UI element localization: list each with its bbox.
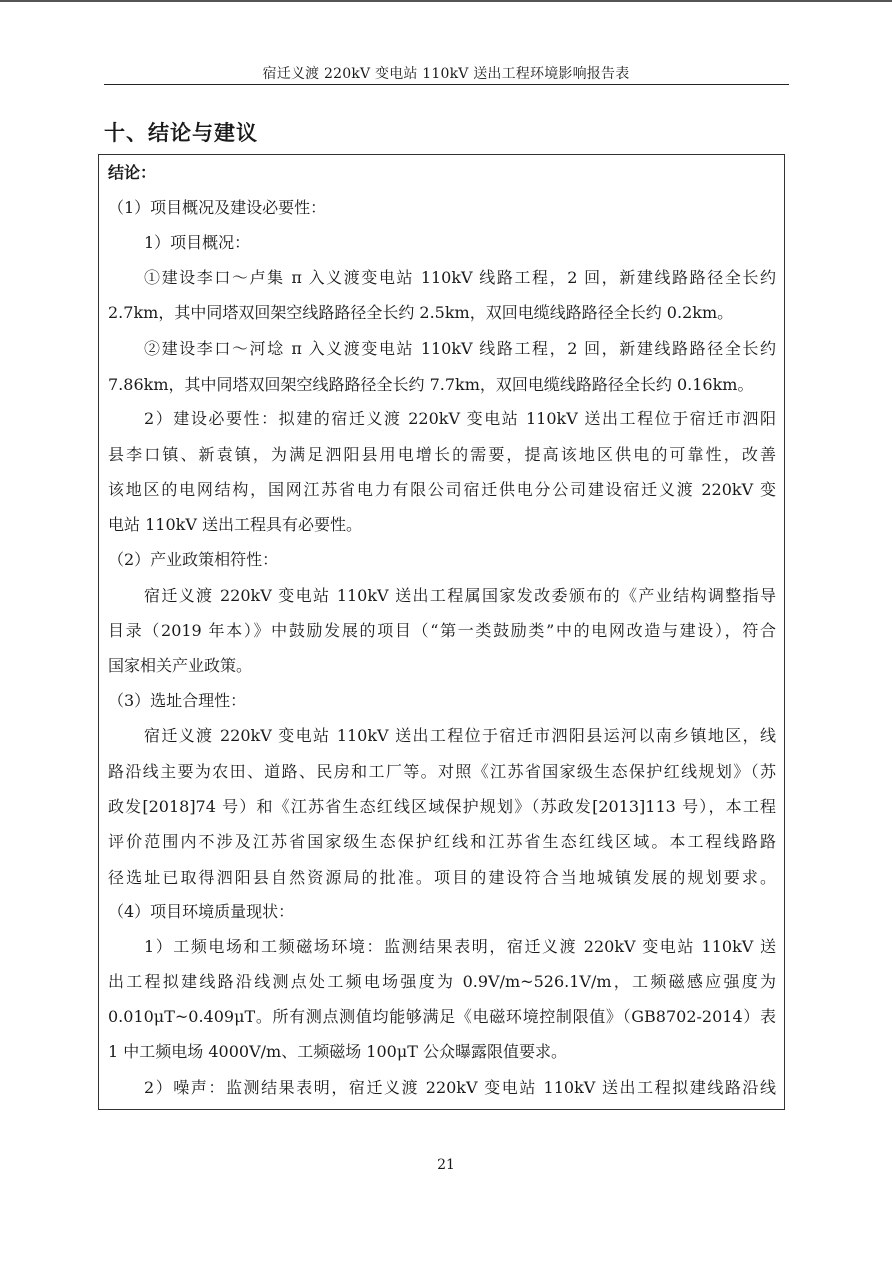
text-line: 结论：: [108, 163, 157, 182]
text-line: 径选址已取得泗阳县自然资源局的批准。项目的建设符合当地城镇发展的规划要求。: [108, 868, 776, 887]
text-line: 2）建设必要性：拟建的宿迁义渡 220kV 变电站 110kV 送出工程位于宿迁市泗阳: [144, 409, 776, 428]
text-line: 1）工频电场和工频磁场环境：监测结果表明，宿迁义渡 220kV 变电站 110kV 送: [144, 937, 776, 956]
text-line: 该地区的电网结构，国网江苏省电力有限公司宿迁供电分公司建设宿迁义渡 220kV 变: [108, 480, 776, 499]
text-line: 宿迁义渡 220kV 变电站 110kV 送出工程位于宿迁市泗阳县运河以南乡镇地区，线: [144, 726, 776, 745]
text-line: 2.7km，其中同塔双回架空线路路径全长约 2.5km，双回电缆线路路径全长约 0.2km。: [108, 303, 734, 322]
conclusion-box: [98, 154, 785, 1110]
text-line: 目录（2019 年本）》中鼓励发展的项目（“第一类鼓励类”中的电网改造与建设），符合: [108, 621, 776, 640]
running-header: 宿迁义渡 220kV 变电站 110kV 送出工程环境影响报告表: [262, 66, 630, 82]
text-line: 路沿线主要为农田、道路、民房和工厂等。对照《江苏省国家级生态保护红线规划》（苏: [108, 762, 776, 781]
text-line: 2）噪声：监测结果表明，宿迁义渡 220kV 变电站 110kV 送出工程拟建线路沿线: [144, 1078, 776, 1097]
text-line: ①建设李口～卢集 π 入义渡变电站 110kV 线路工程，2 回，新建线路路径全长约: [144, 268, 776, 287]
text-line: 宿迁义渡 220kV 变电站 110kV 送出工程属国家发改委颁布的《产业结构调整指导: [144, 586, 776, 605]
page-number: 21: [437, 1157, 455, 1173]
text-line: （4）项目环境质量现状：: [108, 902, 295, 921]
text-line: （2）产业政策相符性：: [108, 550, 279, 569]
text-line: 评价范围内不涉及江苏省国家级生态保护红线和江苏省生态红线区域。本工程线路路: [108, 832, 776, 851]
section-title: 十、结论与建议: [104, 121, 258, 145]
header-rule: [104, 84, 789, 85]
top-border-line: [0, 0, 892, 2]
text-line: 1）项目概况：: [144, 233, 251, 252]
text-line: 县李口镇、新袁镇，为满足泗阳县用电增长的需要，提高该地区供电的可靠性，改善: [108, 445, 776, 464]
text-line: 国家相关产业政策。: [108, 656, 253, 675]
text-line: 0.010μT~0.409μT。所有测点测值均能够满足《电磁环境控制限值》（GB8702-2014）表: [108, 1007, 776, 1026]
text-line: （3）选址合理性：: [108, 691, 247, 710]
text-line: 1 中工频电场 4000V/m、工频磁场 100μT 公众曝露限值要求。: [108, 1042, 567, 1061]
text-line: 出工程拟建线路沿线测点处工频电场强度为 0.9V/m~526.1V/m，工频磁感应强度为: [108, 972, 776, 991]
text-line: 政发[2018]74 号）和《江苏省生态红线区域保护规划》（苏政发[2013]113 号），本工程: [108, 797, 776, 816]
text-line: 电站 110kV 送出工程具有必要性。: [108, 515, 362, 534]
text-line: ②建设李口～河埝 π 入义渡变电站 110kV 线路工程，2 回，新建线路路径全长约: [144, 339, 776, 358]
text-line: （1）项目概况及建设必要性：: [108, 198, 327, 217]
text-line: 7.86km，其中同塔双回架空线路路径全长约 7.7km，双回电缆线路路径全长约 0.16km。: [108, 375, 754, 394]
